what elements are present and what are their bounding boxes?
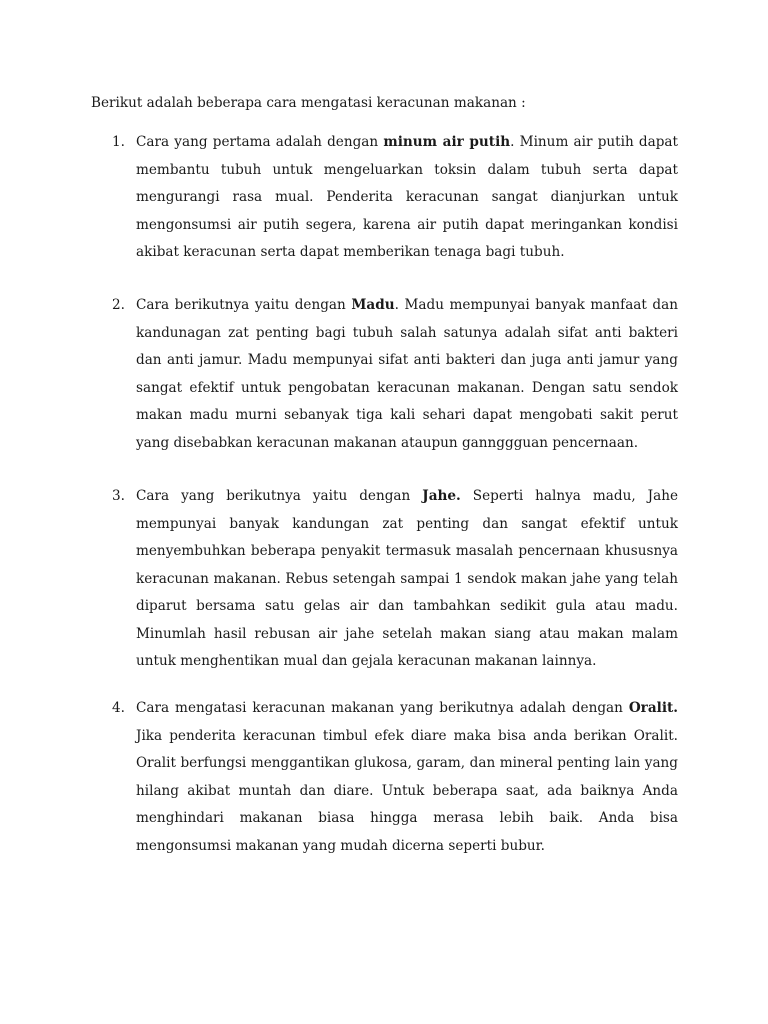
- list-item-number: 4.: [112, 700, 125, 716]
- list-item-bold-term: Jahe.: [422, 488, 461, 504]
- list-item-text: [136, 483, 678, 676]
- list-item-text-after: Jika penderita keracunan timbul efek diare maka bisa anda berikan Oralit. Oralit berfungsi menggantikan glukosa, garam, dan mineral penting lain yang hilang akibat muntah dan diare. Untuk beberapa saat, ada baiknya Anda menghindari makanan biasa hingga merasa lebih baik. Anda bisa mengonsumsi makanan yang mudah dicerna seperti bubur.: [136, 727, 678, 854]
- list-item-text-after: . Madu mempunyai banyak manfaat dan kandunagan zat penting bagi tubuh salah satunya adalah sifat anti bakteri dan anti jamur. Madu mempunyai sifat anti bakteri dan juga anti jamur yang sangat efektif untuk pengobatan keracunan makanan. Dengan satu sendok makan madu murni sebanyak tiga kali sehari dapat mengobati sakit perut yang disebabkan keracunan makanan ataupun gannggguan pencernaan.: [136, 297, 678, 451]
- list-item-text-after: . Minum air putih dapat membantu tubuh untuk mengeluarkan toksin dalam tubuh serta dapat mengurangi rasa mual. Penderita keracunan sangat dianjurkan untuk mengonsumsi air putih segera, karena air putih dapat meringankan kondisi akibat keracunan serta dapat memberikan tenaga bagi tubuh.: [136, 134, 678, 260]
- list-item-text-before: Cara berikutnya yaitu dengan: [136, 297, 352, 313]
- list-item-number: 3.: [112, 488, 125, 504]
- list-item-bold-term: minum air putih: [383, 134, 511, 150]
- list-item-text-before: Cara yang pertama adalah dengan: [136, 134, 384, 150]
- list-item-text: [136, 129, 678, 267]
- list-item-text-after: Seperti halnya madu, Jahe mempunyai banyak kandungan zat penting dan sangat efektif untuk menyembuhkan beberapa penyakit termasuk masalah pencernaan khususnya keracunan makanan. Rebus setengah sampai 1 sendok makan jahe yang telah diparut bersama satu gelas air dan tambahkan sedikit gula atau madu. Minumlah hasil rebusan air jahe setelah makan siang atau makan malam untuk menghentikan mual dan gejala keracunan makanan lainnya.: [136, 488, 678, 669]
- list-item-text-before: Cara mengatasi keracunan makanan yang berikutnya adalah dengan: [136, 700, 629, 716]
- list-item-bold-term: Madu: [351, 297, 395, 313]
- list-item-number: 1.: [112, 134, 125, 150]
- list-item-bold-term: Oralit.: [628, 700, 678, 716]
- list-item-text-before: Cara yang berikutnya yaitu dengan: [136, 488, 423, 504]
- list-item-text: [136, 695, 678, 860]
- intro-paragraph: Berikut adalah beberapa cara mengatasi keracunan makanan :: [91, 95, 526, 111]
- list-item-text: [136, 292, 678, 457]
- list-item-number: 2.: [112, 297, 125, 313]
